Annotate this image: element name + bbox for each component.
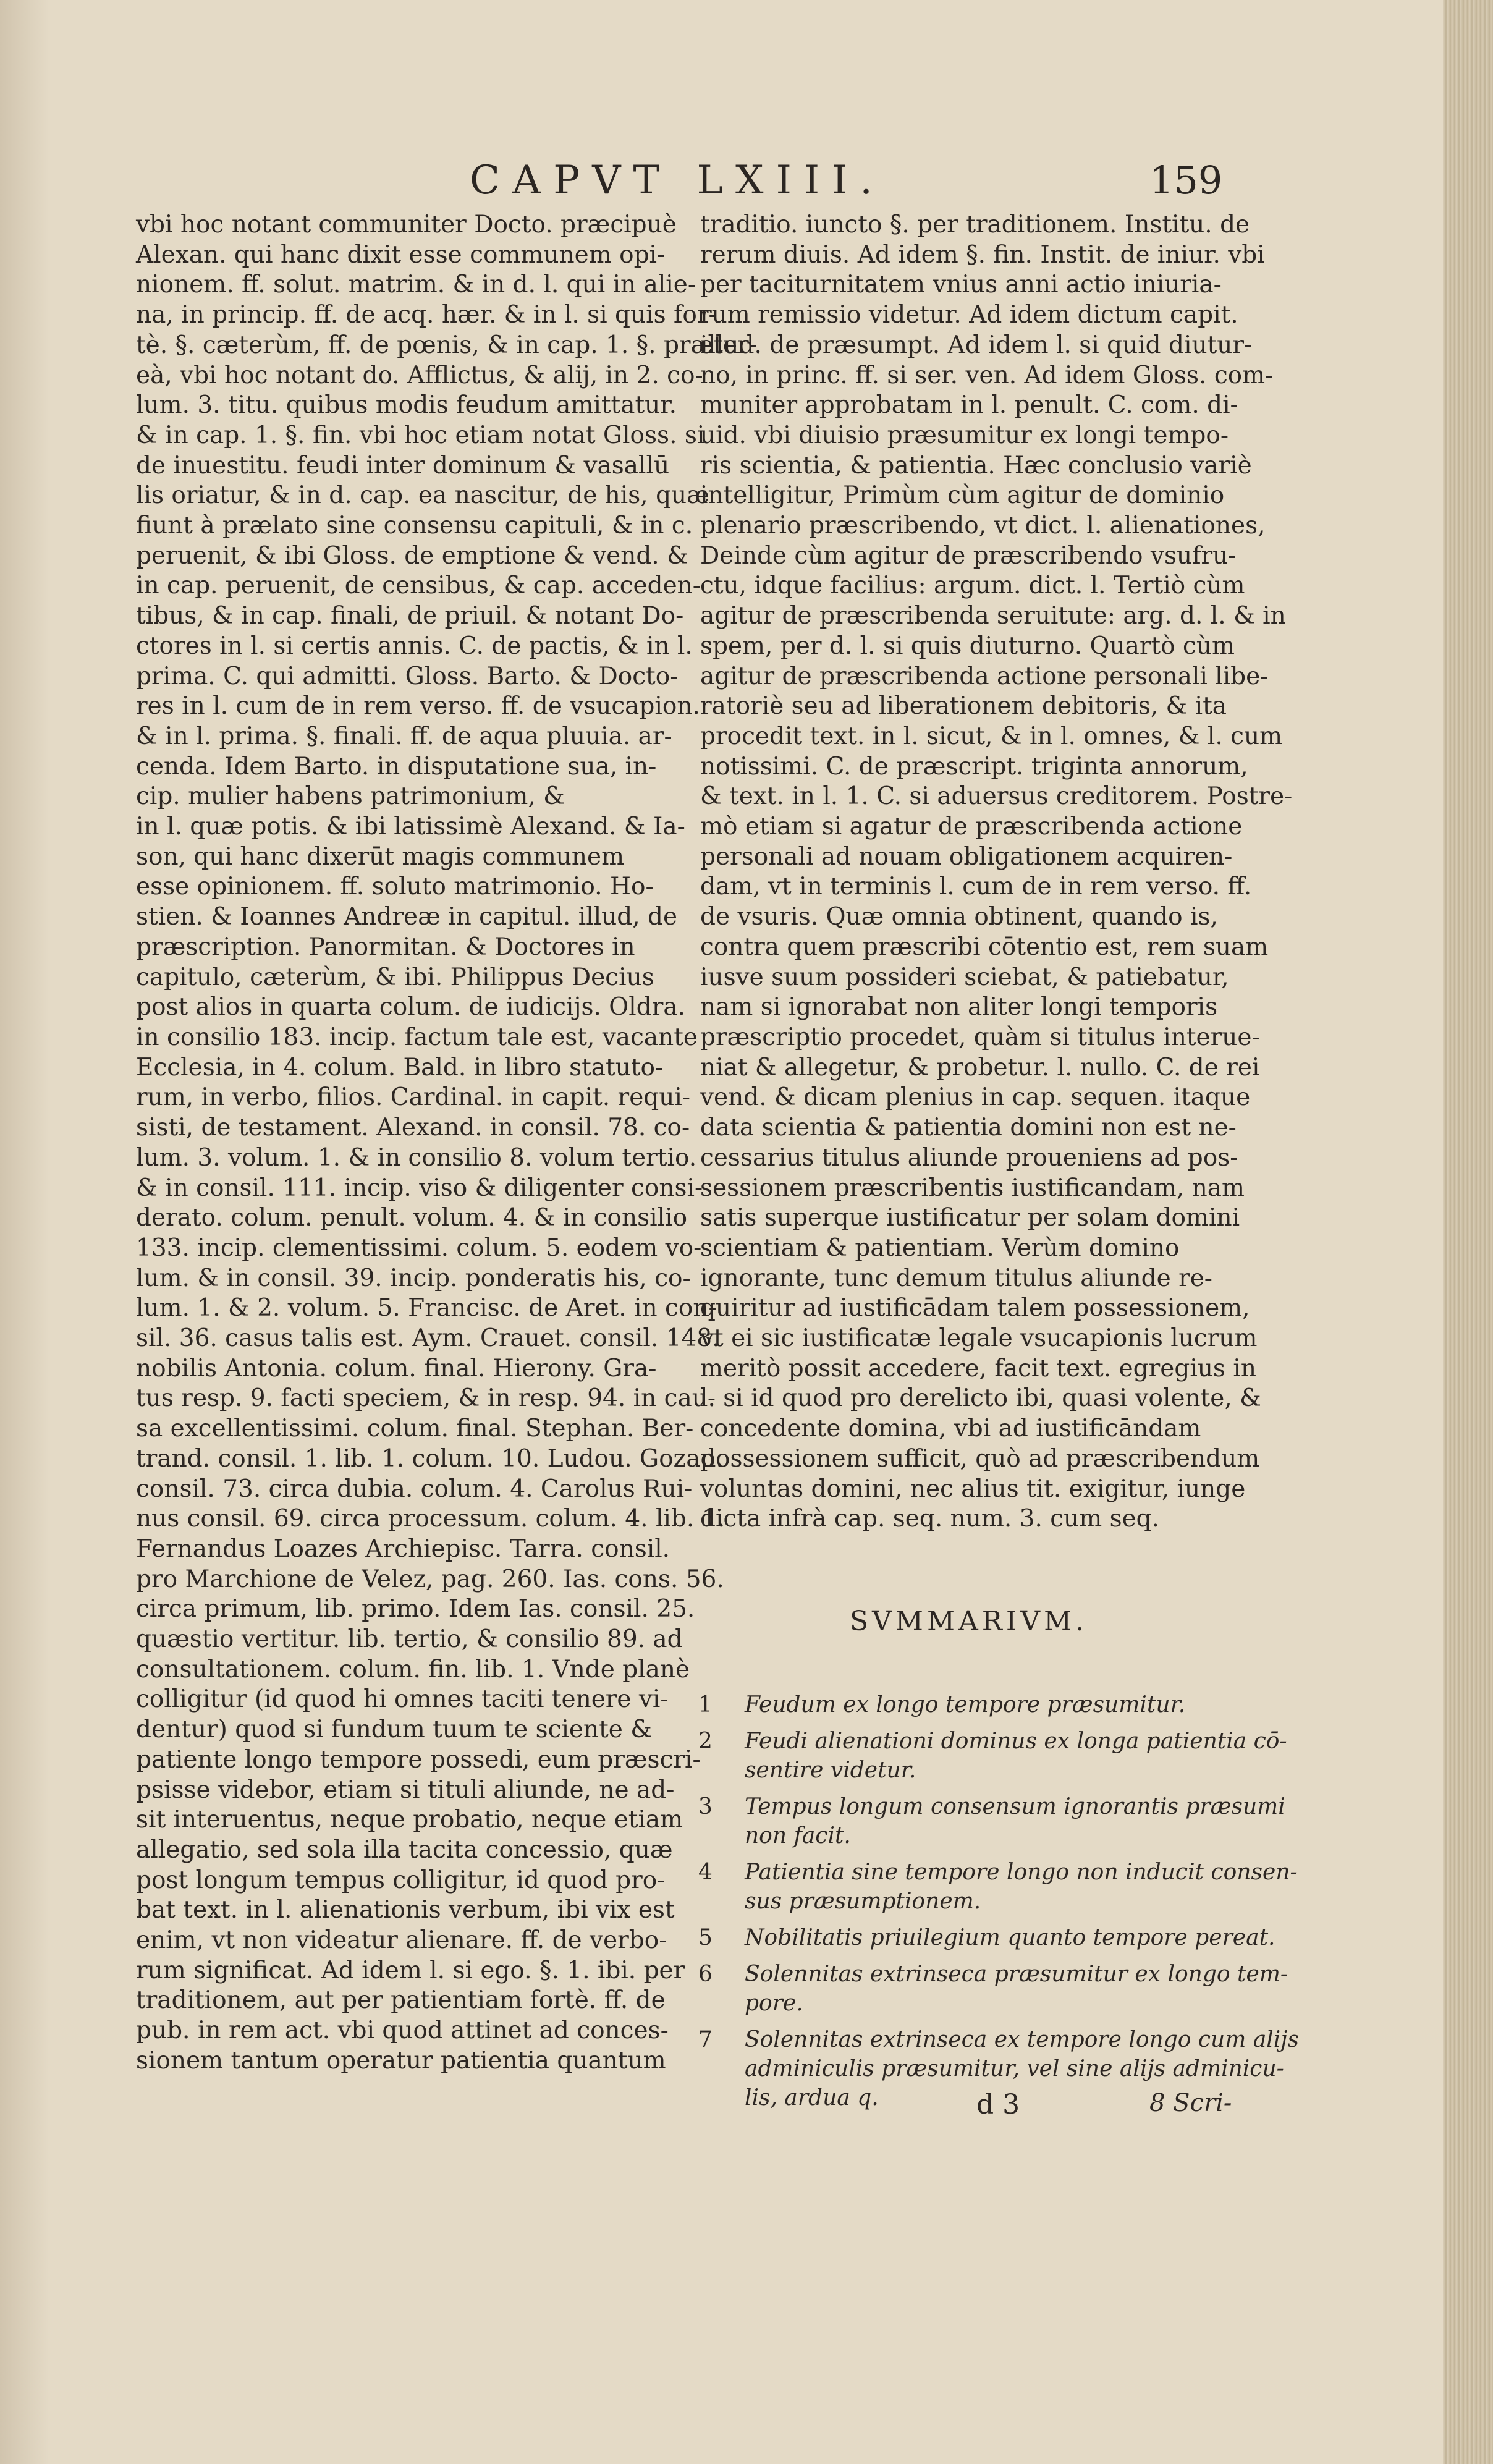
summary-item-text: non facit. bbox=[745, 1823, 851, 1848]
summary-item-text: Feudum ex longo tempore præsumitur. bbox=[745, 1692, 1186, 1717]
catchword: 8 Scri- bbox=[1149, 2089, 1232, 2117]
summary-item-text: Solennitas extrinseca ex tempore longo cum alijs bbox=[745, 2027, 1299, 2052]
text-line: l. si id quod pro derelicto ibi, quasi volente, & bbox=[700, 1384, 1261, 1413]
text-line: uid. vbi diuisio præsumitur ex longi tempo- bbox=[700, 421, 1229, 449]
summary-item-text: Patientia sine tempore longo non inducit consen- bbox=[745, 1860, 1298, 1885]
text-line: Ecclesia, in 4. colum. Bald. in libro statuto- bbox=[136, 1053, 664, 1082]
text-line: rum remissio videtur. Ad idem dictum capit. bbox=[700, 301, 1238, 329]
text-line: de vsuris. Quæ omnia obtinent, quando is, bbox=[700, 903, 1218, 931]
summary-item bbox=[698, 1960, 1288, 2018]
text-line: quiritur ad iustificādam talem possessionem, bbox=[700, 1294, 1250, 1323]
summary-item-text: lis, ardua q. bbox=[745, 2085, 879, 2110]
text-line: son, qui hanc dixerūt magis communem bbox=[136, 842, 625, 871]
summary-item-text: Nobilitatis priuilegium quanto tempore pereat. bbox=[745, 1925, 1275, 1950]
text-line: meritò possit accedere, facit text. egregius in bbox=[700, 1354, 1256, 1382]
left-text-column bbox=[136, 210, 757, 2077]
text-line: iusve suum possideri sciebat, & patiebatur, bbox=[700, 963, 1229, 991]
text-line: mò etiam si agatur de præscribenda actione bbox=[700, 813, 1243, 841]
summary-item-text: Feudi alienationi dominus ex longa patientia cō- bbox=[745, 1729, 1287, 1754]
text-line: cenda. Idem Barto. in disputatione sua, in- bbox=[136, 752, 657, 781]
text-line: sionem tantum operatur patientia quantum bbox=[136, 2046, 666, 2075]
right-text-column bbox=[700, 210, 1293, 1535]
page-number: 159 bbox=[1149, 158, 1223, 203]
text-line: consultationem. colum. fin. lib. 1. Vnde planè bbox=[136, 1655, 690, 1683]
text-line: ris scientia, & patientia. Hæc conclusio variè bbox=[700, 451, 1252, 480]
text-line: procedit text. in l. sicut, & in l. omnes, & l. cum bbox=[700, 722, 1283, 750]
summary-item-text: adminiculis præsumitur, vel sine alijs adminicu- bbox=[745, 2056, 1284, 2081]
text-line: lum. 1. & 2. volum. 5. Francisc. de Aret. in con- bbox=[136, 1294, 717, 1323]
text-line: in l. quæ potis. & ibi latissimè Alexand. & Ia- bbox=[136, 813, 685, 841]
text-line: enim, vt non videatur alienare. ff. de verbo- bbox=[136, 1926, 667, 1955]
text-line: pro Marchione de Velez, pag. 260. Ias. cons. 56. bbox=[136, 1565, 724, 1593]
text-line: præscription. Panormitan. & Doctores in bbox=[136, 933, 635, 961]
text-line: patiente longo tempore possedi, eum præscri- bbox=[136, 1745, 701, 1774]
text-line: stien. & Ioannes Andreæ in capitul. illud, de bbox=[136, 903, 678, 931]
text-line: contra quem præscribi cōtentio est, rem suam bbox=[700, 933, 1269, 961]
text-line: dentur) quod si fundum tuum te sciente & bbox=[136, 1716, 652, 1744]
text-line: per taciturnitatem vnius anni actio iniuria- bbox=[700, 271, 1222, 299]
summary-item-number: 7 bbox=[698, 2027, 713, 2052]
text-line: Fernandus Loazes Archiepisc. Tarra. consil. bbox=[136, 1535, 670, 1563]
text-line: rum significat. Ad idem l. si ego. §. 1. ibi. per bbox=[136, 1956, 685, 1984]
text-line: in consilio 183. incip. factum tale est, vacante bbox=[136, 1023, 698, 1051]
text-line: tibus, & in cap. finali, de priuil. & notant Do- bbox=[136, 602, 684, 630]
text-line: vend. & dicam plenius in cap. sequen. itaque bbox=[700, 1083, 1251, 1112]
summary-item-text: Tempus longum consensum ignorantis præsumi bbox=[745, 1794, 1285, 1819]
summary-item-number: 6 bbox=[698, 1962, 713, 1987]
text-line: allegatio, sed sola illa tacita concessio, quæ bbox=[136, 1835, 673, 1864]
text-line: nionem. ff. solut. matrim. & in d. l. qui in alie- bbox=[136, 271, 696, 299]
text-line: rum, in verbo, filios. Cardinal. in capit. requi- bbox=[136, 1083, 691, 1112]
text-line: lum. 3. volum. 1. & in consilio 8. volum tertio. bbox=[136, 1143, 697, 1172]
text-line: plenario præscribendo, vt dict. l. alienationes, bbox=[700, 512, 1266, 540]
text-line: cessarius titulus aliunde proueniens ad pos- bbox=[700, 1143, 1238, 1172]
text-line: tè. §. cæterùm, ff. de pœnis, & in cap. 1. §. præter- bbox=[136, 331, 757, 359]
summary-item-number: 5 bbox=[698, 1925, 713, 1950]
text-line: rerum diuis. Ad idem §. fin. Instit. de iniur. vbi bbox=[700, 240, 1265, 269]
text-line: dam, vt in terminis l. cum de in rem verso. ff. bbox=[700, 873, 1252, 901]
text-line: esse opinionem. ff. soluto matrimonio. Ho- bbox=[136, 873, 654, 901]
summary-item bbox=[698, 1690, 1254, 1719]
summary-item-number: 2 bbox=[698, 1729, 713, 1754]
text-line: & in consil. 111. incip. viso & diligenter consi- bbox=[136, 1174, 703, 1202]
text-line: vt ei sic iustificatæ legale vsucapionis lucrum bbox=[700, 1324, 1258, 1353]
text-line: sessionem præscribentis iustificandam, nam bbox=[700, 1174, 1245, 1202]
summary-list bbox=[698, 1690, 1299, 2120]
text-line: peruenit, & ibi Gloss. de emptione & vend. & bbox=[136, 541, 688, 570]
text-line: niat & allegetur, & probetur. l. nullo. C. de rei bbox=[700, 1053, 1260, 1082]
text-line: sil. 36. casus talis est. Aym. Crauet. consil. 148. bbox=[136, 1324, 720, 1353]
text-line: muniter approbatam in l. penult. C. com. di- bbox=[700, 391, 1238, 420]
text-line: sit interuentus, neque probatio, neque etiam bbox=[136, 1806, 683, 1834]
text-line: eà, vbi hoc notant do. Afflictus, & alij, in 2. co- bbox=[136, 361, 703, 389]
text-line: lum. & in consil. 39. incip. ponderatis his, co- bbox=[136, 1264, 691, 1292]
text-line: scientiam & patientiam. Verùm domino bbox=[700, 1234, 1180, 1262]
text-line: post alios in quarta colum. de iudicijs. Oldra. bbox=[136, 993, 685, 1022]
text-line: spem, per d. l. si quis diuturno. Quartò cùm bbox=[700, 632, 1235, 660]
text-line: & in l. prima. §. finali. ff. de aqua pluuia. ar- bbox=[136, 722, 672, 750]
summary-item-text: Solennitas extrinseca præsumitur ex longo tem- bbox=[745, 1962, 1288, 1987]
text-line: sa excellentissimi. colum. final. Stephan. Ber- bbox=[136, 1415, 694, 1443]
text-line: notissimi. C. de præscript. triginta annorum, bbox=[700, 752, 1248, 781]
text-line: traditionem, aut per patientiam fortè. ff. de bbox=[136, 1986, 666, 2015]
text-line: nobilis Antonia. colum. final. Hierony. Gra- bbox=[136, 1354, 657, 1382]
summary-heading: SVMMARIVM. bbox=[850, 1606, 1088, 1637]
summary-item-text: sus præsumptionem. bbox=[745, 1889, 981, 1914]
text-line: psisse videbor, etiam si tituli aliunde, ne ad- bbox=[136, 1776, 675, 1804]
text-line: possessionem sufficit, quò ad præscribendum bbox=[700, 1444, 1260, 1473]
text-line: concedente domina, vbi ad iustificāndam bbox=[700, 1415, 1201, 1443]
text-line: quæstio vertitur. lib. tertio, & consilio 89. ad bbox=[136, 1625, 683, 1654]
text-line: colligitur (id quod hi omnes taciti tenere vi- bbox=[136, 1685, 669, 1714]
summary-item bbox=[698, 1792, 1285, 1850]
text-line: derato. colum. penult. volum. 4. & in consilio bbox=[136, 1204, 688, 1232]
text-line: ignorante, tunc demum titulus aliunde re- bbox=[700, 1264, 1212, 1292]
text-line: & in cap. 1. §. fin. vbi hoc etiam notat Gloss. si bbox=[136, 421, 705, 449]
text-line: ctores in l. si certis annis. C. de pactis, & in l. bbox=[136, 632, 693, 660]
text-line: sisti, de testament. Alexand. in consil. 78. co- bbox=[136, 1114, 690, 1142]
text-line: illud. de præsumpt. Ad idem l. si quid diutur- bbox=[700, 331, 1253, 359]
text-line: agitur de præscribenda seruitute: arg. d. l. & in bbox=[700, 602, 1286, 630]
summary-item bbox=[698, 1858, 1298, 1916]
text-line: circa primum, lib. primo. Idem Ias. consil. 25. bbox=[136, 1595, 695, 1624]
summary-item-text: pore. bbox=[745, 1991, 803, 2016]
text-line: dicta infrà cap. seq. num. 3. cum seq. bbox=[700, 1505, 1160, 1533]
text-line: ctu, idque facilius: argum. dict. l. Tertiò cùm bbox=[700, 572, 1245, 600]
text-line: ratoriè seu ad liberationem debitoris, & ita bbox=[700, 692, 1227, 721]
text-line: tus resp. 9. facti speciem, & in resp. 94. in cau- bbox=[136, 1384, 716, 1413]
text-line: Deinde cùm agitur de præscribendo vsufru- bbox=[700, 541, 1237, 570]
text-line: res in l. cum de in rem verso. ff. de vsucapion. bbox=[136, 692, 700, 721]
text-line: 133. incip. clementissimi. colum. 5. eodem vo- bbox=[136, 1234, 702, 1262]
text-line: cip. mulier habens patrimonium, & bbox=[136, 782, 565, 811]
text-line: consil. 73. circa dubia. colum. 4. Carolus Rui- bbox=[136, 1475, 693, 1503]
text-line: personali ad nouam obligationem acquiren- bbox=[700, 842, 1233, 871]
text-line: intelligitur, Primùm cùm agitur de dominio bbox=[700, 481, 1225, 510]
running-header bbox=[0, 158, 1443, 207]
text-line: traditio. iuncto §. per traditionem. Institu. de bbox=[700, 211, 1250, 239]
text-line: voluntas domini, nec alius tit. exigitur, iunge bbox=[700, 1475, 1246, 1503]
text-line: Alexan. qui hanc dixit esse communem opi- bbox=[136, 240, 666, 269]
summary-item bbox=[698, 1923, 1275, 1952]
text-line: no, in princ. ff. si ser. ven. Ad idem Gloss. com- bbox=[700, 361, 1274, 389]
signature-mark: d 3 bbox=[976, 2089, 1020, 2120]
text-line: de inuestitu. feudi inter dominum & vasallū bbox=[136, 451, 670, 480]
text-line: pub. in rem act. vbi quod attinet ad conces- bbox=[136, 2017, 669, 2045]
text-line: data scientia & patientia domini non est ne- bbox=[700, 1114, 1237, 1142]
summary-item bbox=[698, 1727, 1287, 1785]
text-line: trand. consil. 1. lib. 1. colum. 10. Ludou. Gozad. bbox=[136, 1444, 724, 1473]
text-line: in cap. peruenit, de censibus, & cap. acceden- bbox=[136, 572, 701, 600]
text-line: lis oriatur, & in d. cap. ea nascitur, de his, quæ bbox=[136, 481, 709, 510]
text-line: nus consil. 69. circa processum. colum. 4. lib. 1. bbox=[136, 1505, 725, 1533]
text-line: bat text. in l. alienationis verbum, ibi vix est bbox=[136, 1896, 675, 1924]
text-line: prima. C. qui admitti. Gloss. Barto. & Docto- bbox=[136, 662, 679, 690]
text-line: nam si ignorabat non aliter longi temporis bbox=[700, 993, 1218, 1022]
text-line: satis superque iustificatur per solam domini bbox=[700, 1204, 1240, 1232]
text-line: præscriptio procedet, quàm si titulus interue- bbox=[700, 1023, 1260, 1051]
text-line: fiunt à prælato sine consensu capituli, & in c. bbox=[136, 512, 693, 540]
summary-item-number: 3 bbox=[698, 1794, 713, 1819]
summary-item-number: 1 bbox=[698, 1692, 713, 1717]
text-line: agitur de præscribenda actione personali libe- bbox=[700, 662, 1269, 690]
summary-item-text: sentire videtur. bbox=[745, 1758, 916, 1783]
chapter-title: CAPVT LXIII. bbox=[470, 158, 885, 203]
summary-item-number: 4 bbox=[698, 1860, 713, 1885]
page-edges bbox=[1443, 0, 1493, 2464]
text-line: vbi hoc notant communiter Docto. præcipuè bbox=[136, 211, 677, 239]
text-line: & text. in l. 1. C. si aduersus creditorem. Postre- bbox=[700, 782, 1293, 811]
text-line: post longum tempus colligitur, id quod pro- bbox=[136, 1866, 666, 1894]
text-line: lum. 3. titu. quibus modis feudum amittatur. bbox=[136, 391, 677, 420]
text-line: capitulo, cæterùm, & ibi. Philippus Decius bbox=[136, 963, 654, 991]
text-line: na, in princip. ff. de acq. hær. & in l. si quis for- bbox=[136, 301, 717, 329]
